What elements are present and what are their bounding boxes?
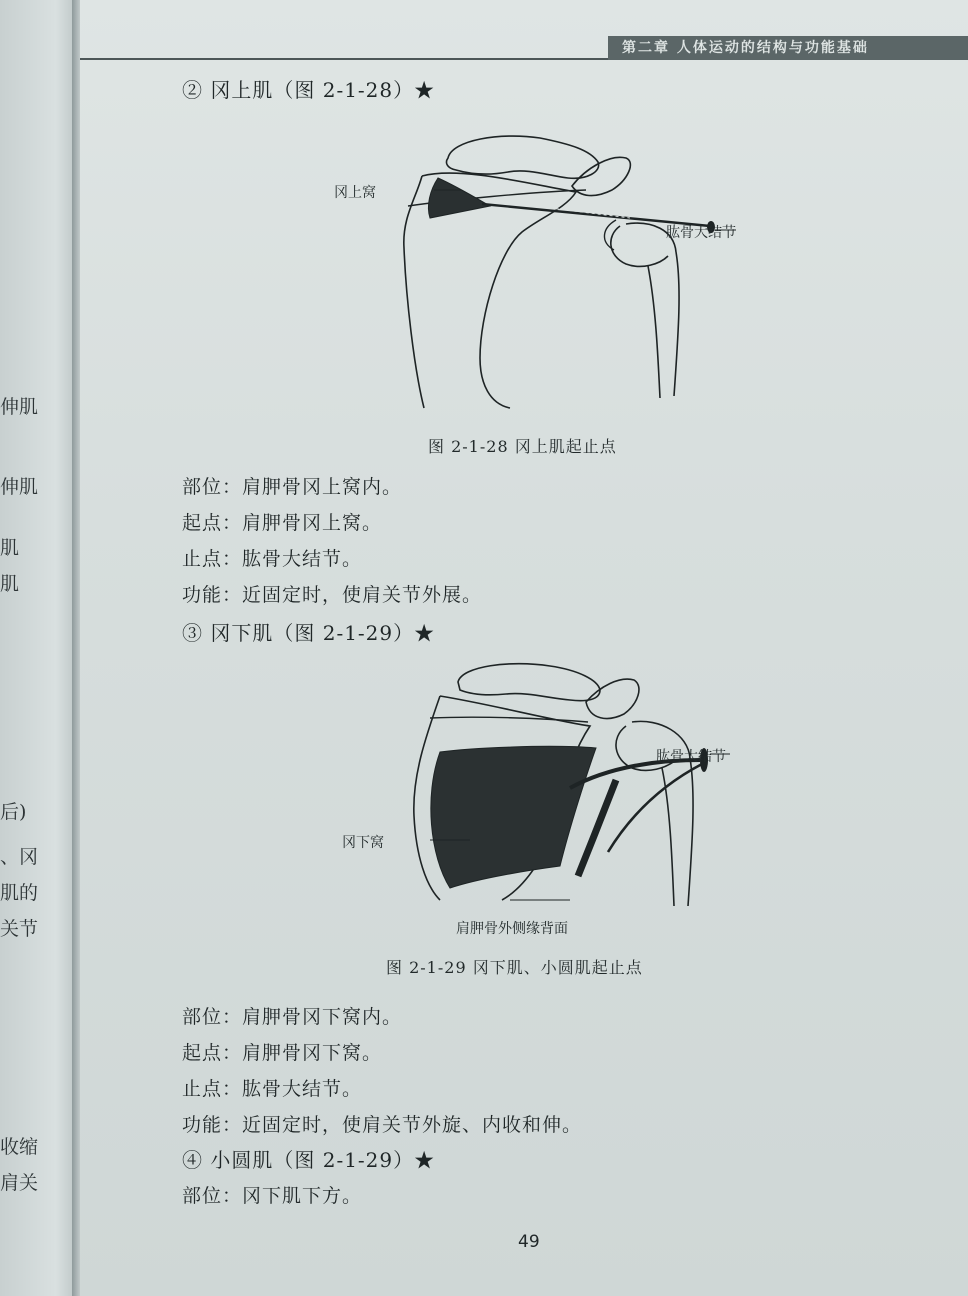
left-fragment: 肩关 [0,1172,39,1194]
chapter-header: 第二章 人体运动的结构与功能基础 [608,36,968,60]
left-fragment: 肌 [0,573,20,595]
text-line: 部位：冈下肌下方。 [182,1185,363,1207]
section-heading: ③ 冈下肌（图 2-1-29）★ [182,621,436,645]
text-line: 起点：肩胛骨冈上窝。 [182,512,383,534]
label-greater-tubercle: 肱骨大结节 [666,225,736,241]
left-fragment: 肌 [0,537,20,559]
text-line: 功能：近固定时，使肩关节外展。 [182,584,483,606]
right-page [80,0,968,1296]
figure-supraspinatus [390,128,740,418]
left-page [0,0,80,1296]
figure-infraspinatus [410,656,730,916]
label-greater-tubercle: 肱骨大结节 [656,749,726,765]
label-infraspinous-fossa: 冈下窝 [342,835,384,851]
label-lateral-border: 肩胛骨外侧缘背面 [456,921,568,937]
text-line: 部位：肩胛骨冈上窝内。 [182,476,403,498]
text-line: 功能：近固定时，使肩关节外旋、内收和伸。 [182,1114,583,1136]
figure-caption: 图 2-1-28 冈上肌起止点 [428,437,617,456]
left-fragment: 关节 [0,918,39,940]
left-fragment: 后) [0,801,27,823]
left-fragment: 、冈 [0,846,39,868]
left-fragment: 伸肌 [0,476,39,498]
section-heading: ② 冈上肌（图 2-1-28）★ [182,78,436,102]
text-line: 起点：肩胛骨冈下窝。 [182,1042,383,1064]
left-fragment: 伸肌 [0,396,39,418]
text-line: 部位：肩胛骨冈下窝内。 [182,1006,403,1028]
page-number: 49 [518,1232,540,1252]
text-line: 止点：肱骨大结节。 [182,548,363,570]
left-fragment: 肌的 [0,882,39,904]
label-supraspinous-fossa: 冈上窝 [334,185,376,201]
left-fragment: 收缩 [0,1136,39,1158]
text-line: 止点：肱骨大结节。 [182,1078,363,1100]
figure-caption: 图 2-1-29 冈下肌、小圆肌起止点 [386,958,643,977]
section-heading: ④ 小圆肌（图 2-1-29）★ [182,1148,436,1172]
